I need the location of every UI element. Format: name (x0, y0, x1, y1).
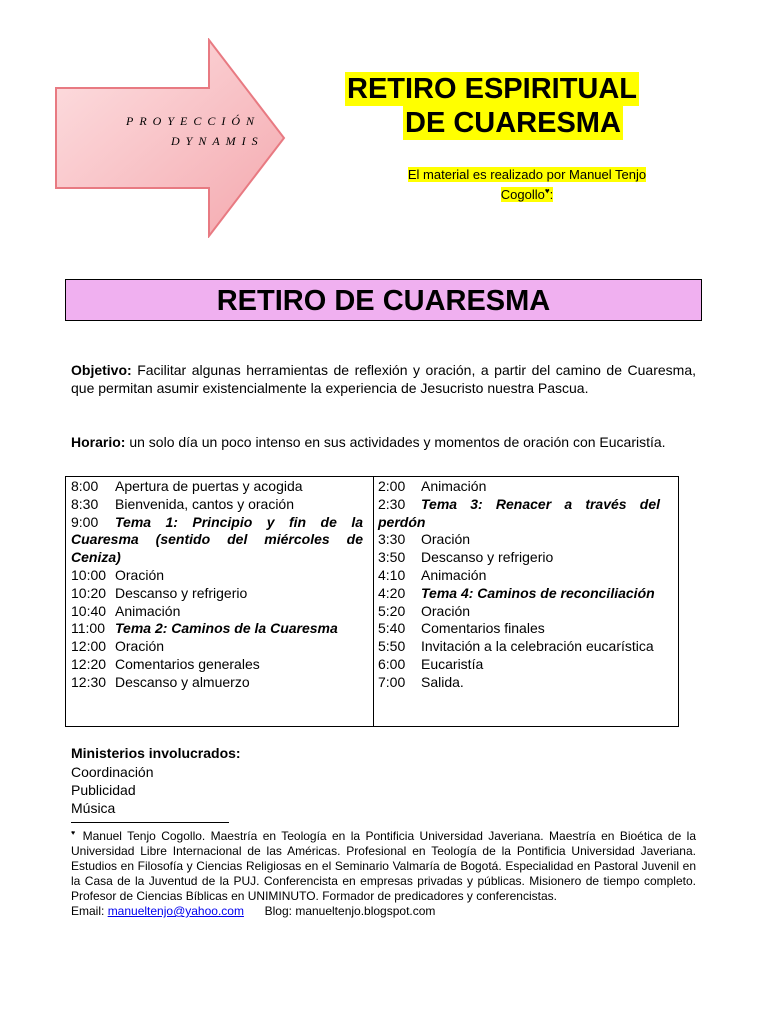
document-title (345, 72, 639, 140)
schedule-time: 7:00 (378, 673, 406, 690)
schedule-topic: Tema 1: Principio y fin de la Cuaresma (sentido del miércoles de Ceniza) (71, 513, 363, 566)
schedule-time: 2:00 (378, 478, 406, 494)
logo-text-line2: DYNAMIS (171, 134, 264, 148)
schedule-activity: Invitación a la celebración eucarística (421, 638, 654, 655)
schedule-time: 8:00 (71, 478, 99, 494)
schedule-activity: Oración (421, 602, 471, 619)
objetivo-text: Facilitar algunas herramientas de reflexión y oración, a partir del camino de Cuaresma, que permitan asumir existencialmente la experiencia de Jesucristo nuestra Pascua. (71, 362, 696, 396)
objetivo-label: Objetivo: (71, 362, 132, 378)
schedule-activity: Comentarios finales (421, 620, 545, 637)
schedule-column-divider (373, 477, 374, 726)
schedule-time: 9:00 (71, 513, 99, 530)
schedule-time: 10:20 (71, 584, 107, 601)
schedule-row (378, 603, 660, 621)
schedule-time: 5:40 (378, 620, 406, 637)
author-credit-line1: El material es realizado por Manuel Tenjo (407, 167, 647, 182)
schedule-row (71, 674, 363, 692)
schedule-activity: Comentarios generales (115, 655, 260, 672)
schedule-row (71, 567, 363, 585)
horario-paragraph (71, 433, 696, 451)
schedule-row (71, 638, 363, 656)
schedule-time: 12:20 (71, 655, 107, 672)
author-credit (386, 166, 668, 203)
schedule-time: 12:00 (71, 638, 107, 655)
schedule-row (71, 585, 363, 603)
schedule-activity: Eucaristía (421, 655, 484, 672)
schedule-row (378, 620, 660, 638)
schedule-activity: Salida. (421, 673, 464, 690)
schedule-afternoon-column (378, 478, 660, 692)
footnote-email-label: Email: (71, 904, 105, 918)
schedule-activity: Apertura de puertas y acogida (115, 478, 303, 494)
ministerio-item: Publicidad (71, 782, 136, 798)
schedule-topic: Tema 4: Caminos de reconciliación (421, 584, 655, 601)
schedule-activity: Oración (115, 566, 165, 583)
ministerio-item: Música (71, 800, 116, 816)
schedule-topic: Tema 3: Renacer a través del perdón (378, 495, 660, 530)
schedule-time: 2:30 (378, 495, 406, 512)
horario-label: Horario: (71, 434, 126, 450)
schedule-activity: Animación (421, 478, 487, 494)
footnote-separator (71, 822, 229, 823)
schedule-row (378, 674, 660, 692)
objetivo-paragraph (71, 361, 696, 397)
schedule-time: 6:00 (378, 655, 406, 672)
schedule-activity: Animación (115, 602, 181, 619)
schedule-row (378, 638, 660, 656)
title-line-1: RETIRO ESPIRITUAL (347, 73, 638, 105)
schedule-time: 11:00 (71, 620, 105, 637)
schedule-row (71, 656, 363, 674)
schedule-table (65, 476, 679, 727)
ministerio-item: Coordinación (71, 764, 154, 780)
ministerios-list (71, 763, 154, 817)
title-line-2: DE CUARESMA (405, 107, 621, 139)
author-credit-line2: Cogollo (500, 187, 545, 203)
schedule-row (71, 603, 363, 621)
footnote-heart-mark: ♥ (71, 830, 78, 837)
email-link[interactable]: manueltenjo@yahoo.com (107, 904, 244, 918)
schedule-topic: Tema 2: Caminos de la Cuaresma (115, 620, 338, 637)
schedule-time: 4:20 (378, 584, 406, 601)
schedule-row (71, 496, 363, 514)
schedule-time: 5:50 (378, 638, 406, 655)
heart-footnote-mark: ♥ (544, 187, 550, 196)
schedule-time: 12:30 (71, 673, 107, 690)
author-credit-colon: : (549, 187, 554, 203)
schedule-activity: Descanso y refrigerio (421, 549, 554, 566)
schedule-activity: Bienvenida, cantos y oración (115, 495, 294, 512)
schedule-row (378, 531, 660, 549)
horario-text: un solo día un poco intenso en sus actividades y momentos de oración con Eucaristía. (125, 434, 666, 450)
footnote-blog: Blog: manueltenjo.blogspot.com (264, 904, 436, 918)
schedule-row (71, 620, 363, 638)
ministerios-heading: Ministerios involucrados: (71, 745, 241, 761)
footnote-text: Manuel Tenjo Cogollo. Maestría en Teología en la Pontificia Universidad Javeriana. Maestría en Bioética de la Universidad Libre Internacional de las Américas. Profesional en Teología de la Pontificia Universidad Javeriana. Estudios en Filosofía y Ciencias Religiosas en el Seminario Valmaría de Bogotá. Especialidad en Pastoral Juvenil en la Casa de la Juventud de la PUJ. Conferencista en empresas privadas y públicas. Misionero de tiempo completo. Profesor de Ciencias Bíblicas en UNIMINUTO. Formador de predicadores y conferencistas. (71, 829, 696, 903)
schedule-row (378, 656, 660, 674)
schedule-activity: Descanso y refrigerio (115, 584, 248, 601)
schedule-row (378, 585, 660, 603)
schedule-row (378, 496, 660, 532)
schedule-row (71, 514, 363, 567)
schedule-time: 10:00 (71, 566, 107, 583)
schedule-morning-column (71, 478, 363, 692)
schedule-activity: Descanso y almuerzo (115, 673, 250, 690)
schedule-row (378, 549, 660, 567)
schedule-row (71, 478, 363, 496)
schedule-time: 5:20 (378, 602, 406, 619)
schedule-time: 4:10 (378, 566, 406, 583)
footnote (71, 826, 696, 919)
schedule-row (378, 478, 660, 496)
schedule-activity: Animación (421, 566, 487, 583)
section-banner: RETIRO DE CUARESMA (65, 279, 702, 321)
logo-text-line1: PROYECCIÓN (126, 114, 261, 128)
schedule-activity: Oración (421, 531, 471, 548)
schedule-time: 3:30 (378, 531, 406, 548)
schedule-time: 8:30 (71, 495, 99, 512)
schedule-time: 3:50 (378, 549, 406, 566)
schedule-time: 10:40 (71, 602, 107, 619)
schedule-activity: Oración (115, 638, 165, 655)
schedule-row (378, 567, 660, 585)
